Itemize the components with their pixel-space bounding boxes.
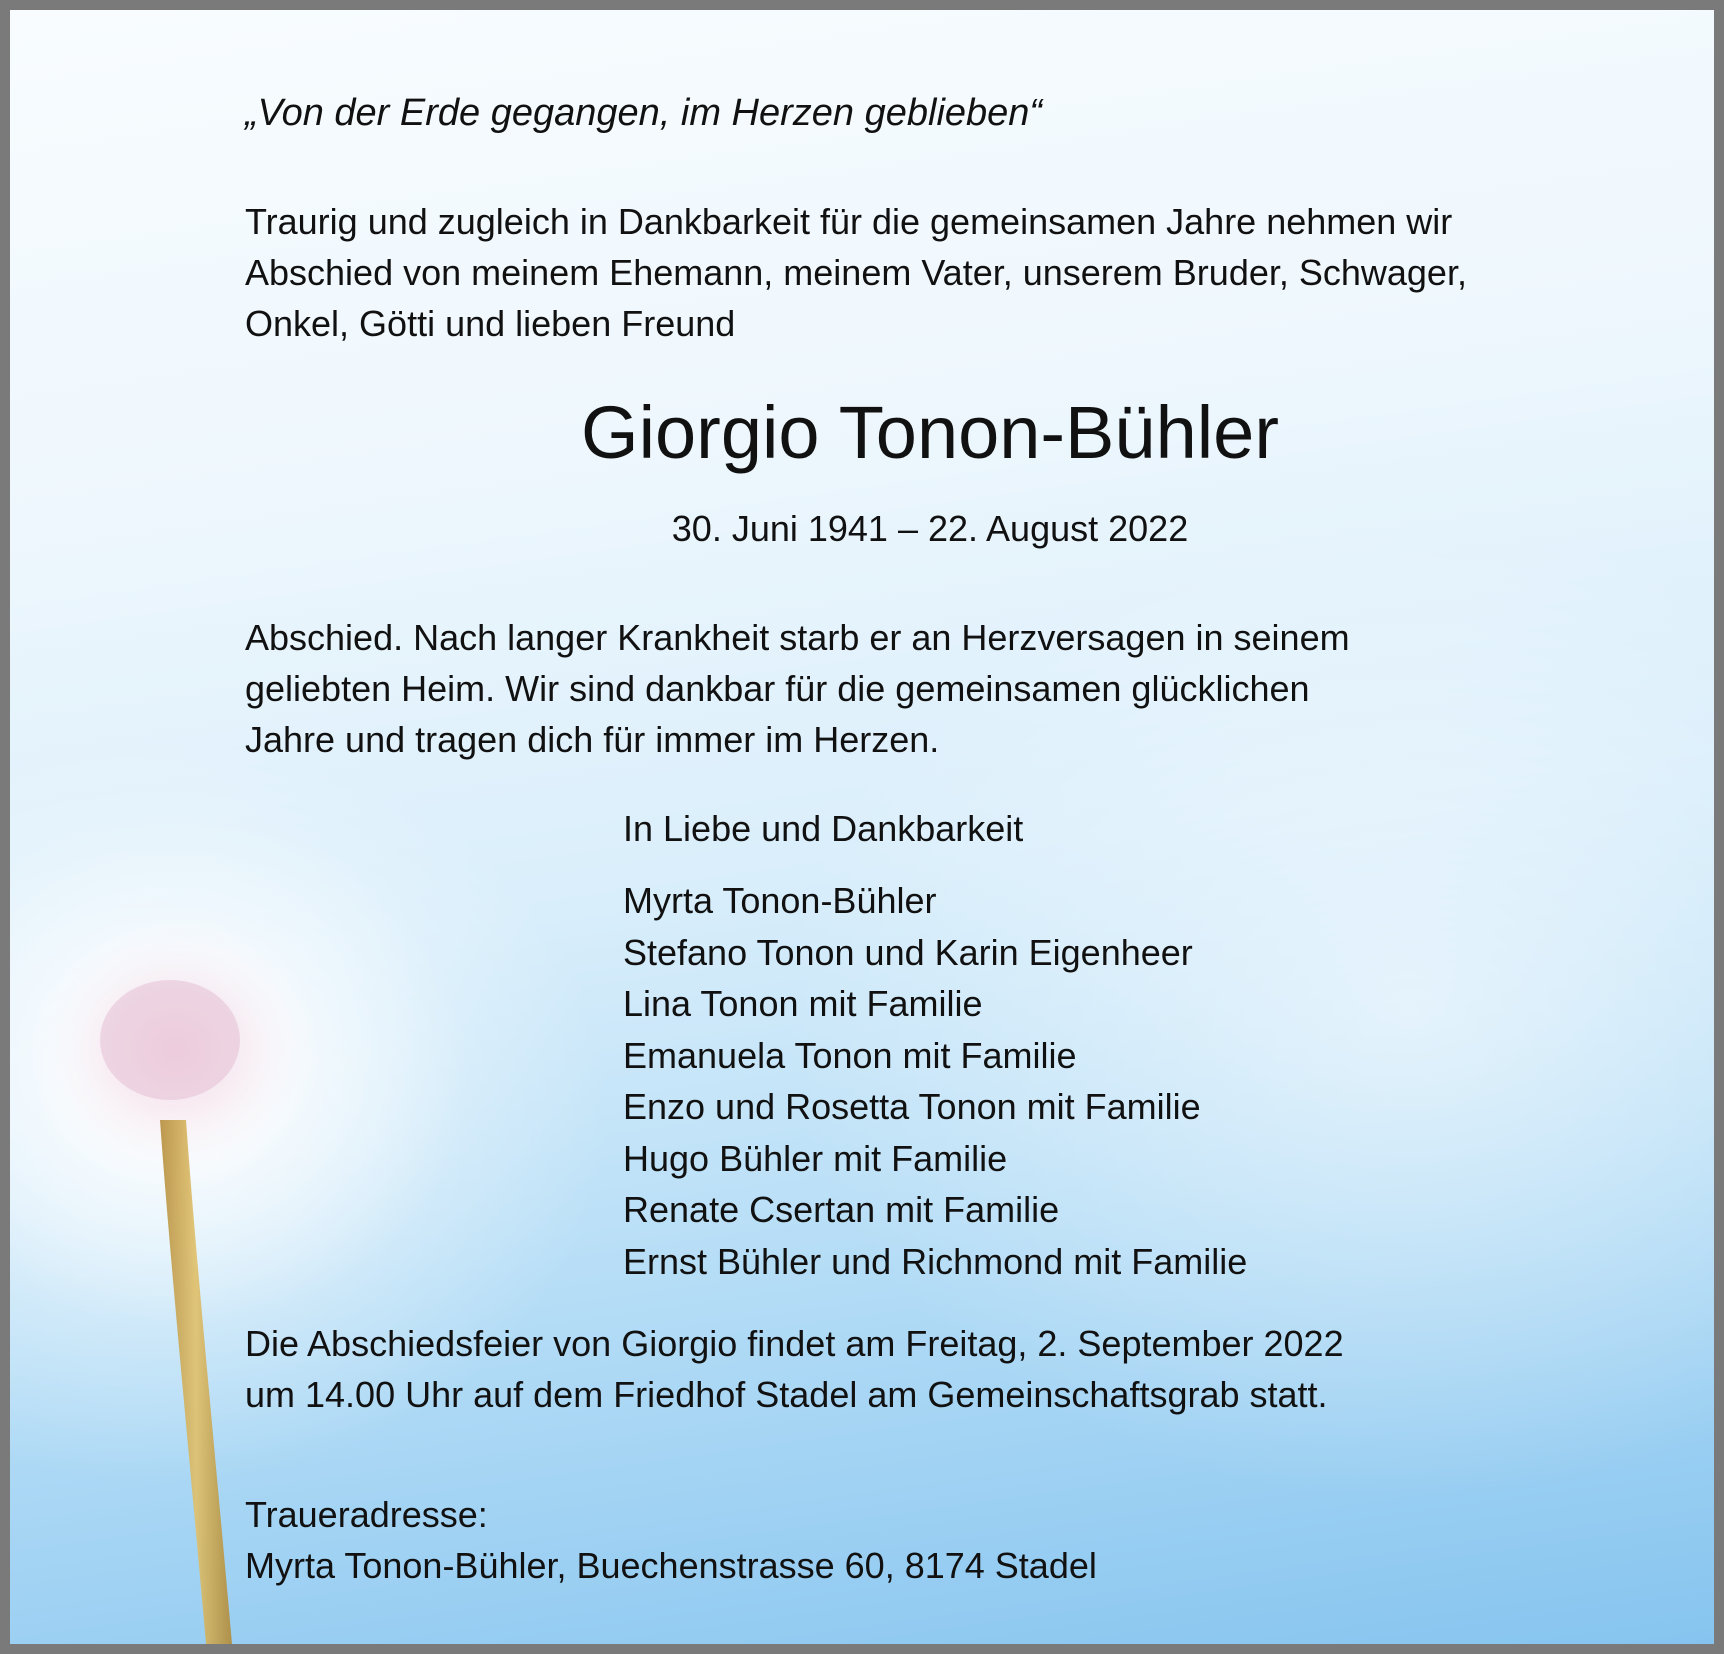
mourner-name: Lina Tonon mit Familie [623, 983, 983, 1024]
intro-paragraph [245, 196, 1625, 349]
ceremony-line: um 14.00 Uhr auf dem Friedhof Stadel am Gemeinschaftsgrab statt. [245, 1374, 1328, 1415]
farewell-line: Jahre und tragen dich für immer im Herzen. [245, 719, 940, 760]
deceased-name: Giorgio Tonon-Bühler [581, 391, 1279, 474]
signature-heading: In Liebe und Dankbarkeit [623, 808, 1024, 849]
life-dates: 30. Juni 1941 – 22. August 2022 [671, 508, 1189, 549]
mourner-name: Renate Csertan mit Familie [623, 1189, 1060, 1230]
farewell-line: geliebten Heim. Wir sind dankbar für die gemeinsamen glücklichen [245, 668, 1310, 709]
mourner-name: Stefano Tonon und Karin Eigenheer [623, 931, 1193, 973]
intro-line: Onkel, Götti und lieben Freund [245, 303, 736, 344]
mourner-name: Emanuela Tonon mit Familie [623, 1034, 1077, 1076]
address-label: Traueradresse: [245, 1494, 488, 1535]
mourning-address: Myrta Tonon-Bühler, Buechenstrasse 60, 8174 Stadel [245, 1545, 1097, 1586]
mourner-name: Hugo Bühler mit Familie [623, 1137, 1008, 1179]
motto-quote: „Von der Erde gegangen, im Herzen geblieben“ [245, 92, 1043, 134]
mourner-name: Enzo und Rosetta Tonon mit Familie [623, 1086, 1201, 1127]
mourner-name: Myrta Tonon-Bühler [623, 880, 937, 921]
intro-line: Abschied von meinem Ehemann, meinem Vater, unserem Bruder, Schwager, [245, 252, 1467, 293]
intro-line: Traurig und zugleich in Dankbarkeit für die gemeinsamen Jahre nehmen wir [245, 201, 1453, 242]
farewell-paragraph [245, 612, 1625, 765]
mourner-name: Ernst Bühler und Richmond mit Familie [623, 1240, 1248, 1282]
obituary-notice [10, 10, 1714, 1644]
mourners-list [623, 875, 1247, 1287]
farewell-line: Abschied. Nach langer Krankheit starb er an Herzversagen in seinem [245, 617, 1350, 658]
ceremony-paragraph [245, 1318, 1645, 1420]
ceremony-line: Die Abschiedsfeier von Giorgio findet am Freitag, 2. September 2022 [245, 1323, 1344, 1364]
